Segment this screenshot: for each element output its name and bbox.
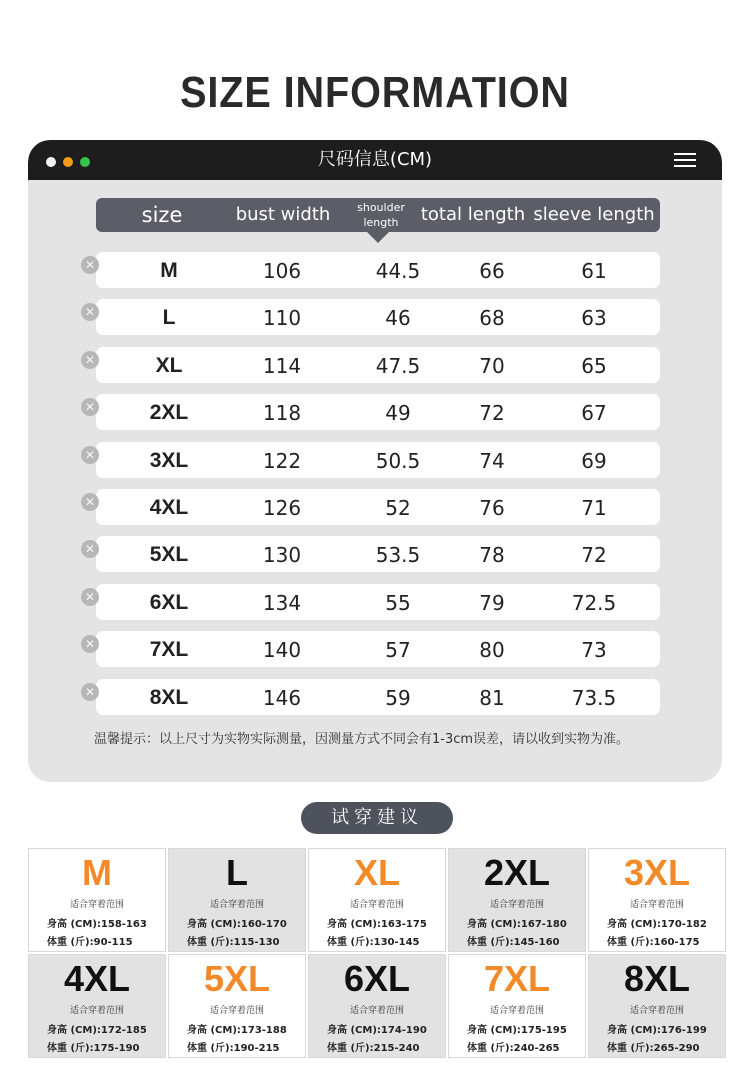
remove-icon: ✕ [81, 493, 99, 511]
size-chart-window [28, 140, 722, 782]
cell-sleeve-length: 69 [581, 449, 607, 473]
card-weight: 体重 (斤):215-240 [327, 1043, 420, 1054]
cell-size: 8XL [149, 686, 189, 709]
table-row [84, 631, 660, 667]
cell-shoulder-length: 47.5 [375, 354, 421, 378]
card-size-label: XL [353, 852, 400, 893]
cell-size: 4XL [149, 496, 189, 519]
cell-total-length: 74 [479, 449, 505, 473]
cell-total-length: 79 [479, 591, 505, 615]
cell-total-length: 68 [479, 306, 505, 330]
card-range-label: 适合穿着范围 [489, 900, 544, 910]
cell-size: 5XL [149, 543, 189, 566]
size-card [448, 954, 586, 1058]
cell-bust-width: 106 [262, 259, 302, 283]
cell-bust-width: 146 [262, 686, 302, 710]
cell-sleeve-length: 61 [581, 259, 607, 283]
table-row [84, 252, 660, 288]
card-range-label: 适合穿着范围 [349, 1006, 404, 1016]
cell-shoulder-length: 55 [385, 591, 411, 615]
table-row [84, 347, 660, 383]
card-range-label: 适合穿着范围 [69, 1006, 124, 1016]
cell-shoulder-length: 50.5 [375, 449, 421, 473]
card-range-label: 适合穿着范围 [629, 900, 684, 910]
card-range-label: 适合穿着范围 [209, 900, 264, 910]
cell-total-length: 76 [479, 496, 505, 520]
cell-shoulder-length: 57 [385, 638, 411, 662]
table-header [96, 198, 660, 232]
header-shoulder-line2: length [363, 216, 399, 229]
size-card [168, 954, 306, 1058]
cell-total-length: 78 [479, 543, 505, 567]
window-titlebar [28, 140, 722, 180]
cell-bust-width: 130 [262, 543, 302, 567]
size-card [28, 954, 166, 1058]
cell-shoulder-length: 53.5 [375, 543, 421, 567]
cell-shoulder-length: 44.5 [375, 259, 421, 283]
cell-total-length: 80 [479, 638, 505, 662]
card-weight: 体重 (斤):240-265 [467, 1043, 560, 1054]
size-card [588, 954, 726, 1058]
cell-bust-width: 114 [262, 354, 302, 378]
card-range-label: 适合穿着范围 [209, 1006, 264, 1016]
cell-total-length: 81 [479, 686, 505, 710]
card-height: 身高 (CM):172-185 [47, 1025, 147, 1036]
card-weight: 体重 (斤):175-190 [47, 1043, 140, 1054]
card-height: 身高 (CM):173-188 [187, 1025, 287, 1036]
cell-sleeve-length: 71 [581, 496, 607, 520]
cell-shoulder-length: 52 [385, 496, 411, 520]
card-range-label: 适合穿着范围 [489, 1006, 544, 1016]
advice-grid [28, 848, 726, 1060]
cell-shoulder-length: 59 [385, 686, 411, 710]
card-height: 身高 (CM):158-163 [47, 919, 147, 930]
card-range-label: 适合穿着范围 [629, 1006, 684, 1016]
card-size-label: 7XL [483, 958, 551, 999]
cell-shoulder-length: 46 [385, 306, 411, 330]
advice-label: 试穿建议 [301, 802, 453, 834]
cell-shoulder-length: 49 [385, 401, 411, 425]
tip-text: 温馨提示：以上尺寸为实物实际测量，因测量方式不同会有1-3cm误差，请以收到实物为准。 [94, 732, 630, 747]
cell-bust-width: 140 [262, 638, 302, 662]
table-row [84, 442, 660, 478]
remove-icon: ✕ [81, 303, 99, 321]
cell-bust-width: 122 [262, 449, 302, 473]
cell-sleeve-length: 73.5 [571, 686, 617, 710]
card-height: 身高 (CM):174-190 [327, 1025, 427, 1036]
table-row [84, 489, 660, 525]
cell-size: 3XL [149, 449, 189, 472]
remove-icon: ✕ [81, 398, 99, 416]
card-weight: 体重 (斤):115-130 [187, 937, 280, 948]
card-size-label: L [226, 852, 248, 893]
header-pointer [367, 232, 389, 243]
cell-size: M [160, 259, 178, 282]
card-size-label: 2XL [483, 852, 551, 893]
cell-size: 7XL [149, 638, 189, 661]
card-weight: 体重 (斤):265-290 [607, 1043, 700, 1054]
card-height: 身高 (CM):160-170 [187, 919, 287, 930]
header-shoulder [348, 200, 414, 234]
card-weight: 体重 (斤):160-175 [607, 937, 700, 948]
cell-sleeve-length: 63 [581, 306, 607, 330]
cell-sleeve-length: 72.5 [571, 591, 617, 615]
window-title: 尺码信息(CM) [317, 149, 433, 170]
card-height: 身高 (CM):163-175 [327, 919, 427, 930]
remove-icon: ✕ [81, 446, 99, 464]
cell-size: 2XL [149, 401, 189, 424]
cell-total-length: 66 [479, 259, 505, 283]
card-range-label: 适合穿着范围 [349, 900, 404, 910]
card-size-label: 5XL [203, 958, 271, 999]
remove-icon: ✕ [81, 683, 99, 701]
card-size-label: M [82, 852, 112, 893]
cell-bust-width: 126 [262, 496, 302, 520]
remove-icon: ✕ [81, 351, 99, 369]
table-row [84, 584, 660, 620]
size-card [168, 848, 306, 952]
cell-bust-width: 110 [262, 306, 302, 330]
size-card [588, 848, 726, 952]
size-card [308, 954, 446, 1058]
card-weight: 体重 (斤):90-115 [47, 937, 133, 948]
cell-sleeve-length: 73 [581, 638, 607, 662]
cell-sleeve-length: 67 [581, 401, 607, 425]
card-size-label: 4XL [63, 958, 131, 999]
menu-icon[interactable] [674, 153, 696, 168]
cell-sleeve-length: 65 [581, 354, 607, 378]
remove-icon: ✕ [81, 635, 99, 653]
size-card [28, 848, 166, 952]
table-row [84, 536, 660, 572]
card-size-label: 6XL [343, 958, 411, 999]
card-weight: 体重 (斤):145-160 [467, 937, 560, 948]
table-row [84, 679, 660, 715]
cell-total-length: 72 [479, 401, 505, 425]
header-total-length: total length [420, 204, 526, 225]
cell-size: L [162, 306, 176, 329]
size-card [308, 848, 446, 952]
card-range-label: 适合穿着范围 [69, 900, 124, 910]
cell-total-length: 70 [479, 354, 505, 378]
remove-icon: ✕ [81, 588, 99, 606]
remove-icon: ✕ [81, 540, 99, 558]
card-height: 身高 (CM):170-182 [607, 919, 707, 930]
page-title: SIZE INFORMATION [180, 68, 570, 117]
cell-sleeve-length: 72 [581, 543, 607, 567]
card-height: 身高 (CM):175-195 [467, 1025, 567, 1036]
header-size: size [141, 203, 183, 227]
table-row [84, 299, 660, 335]
cell-bust-width: 118 [262, 401, 302, 425]
header-bust-width: bust width [235, 204, 331, 225]
header-shoulder-line1: shoulder [357, 201, 405, 214]
cell-bust-width: 134 [262, 591, 302, 615]
header-sleeve-length: sleeve length [533, 204, 655, 225]
cell-size: XL [155, 354, 183, 377]
card-size-label: 8XL [623, 958, 691, 999]
card-weight: 体重 (斤):190-215 [187, 1043, 280, 1054]
card-height: 身高 (CM):167-180 [467, 919, 567, 930]
cell-size: 6XL [149, 591, 189, 614]
size-card [448, 848, 586, 952]
remove-icon: ✕ [81, 256, 99, 274]
card-weight: 体重 (斤):130-145 [327, 937, 420, 948]
table-row [84, 394, 660, 430]
card-height: 身高 (CM):176-199 [607, 1025, 707, 1036]
card-size-label: 3XL [623, 852, 691, 893]
